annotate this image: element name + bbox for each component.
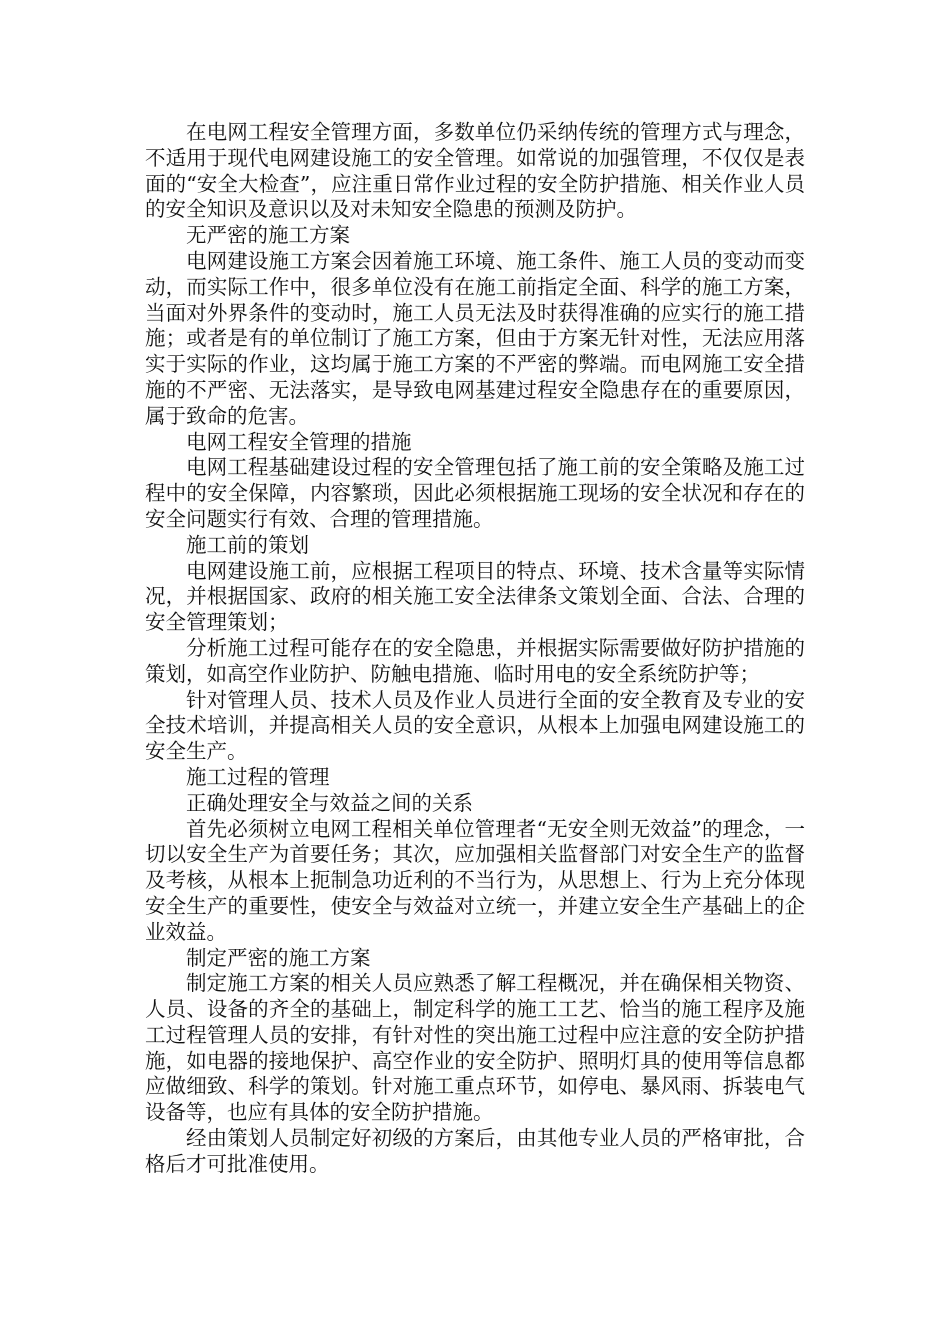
paragraph: 针对管理人员、技术人员及作业人员进行全面的安全教育及专业的安全技术培训，并提高相关人员的安全意识，从根本上加强电网建设施工的安全生产。: [145, 687, 805, 764]
section-heading: 施工前的策划: [186, 532, 309, 557]
section-heading: 无严密的施工方案: [186, 223, 350, 248]
section-heading: 电网工程安全管理的措施: [186, 429, 412, 454]
paragraph: 分析施工过程可能存在的安全隐患，并根据实际需要做好防护措施的策划，如高空作业防护、防触电措施、临时用电的安全系统防护等；: [145, 635, 805, 686]
paragraph-intro: 在电网工程安全管理方面，多数单位仍采纳传统的管理方式与理念，不适用于现代电网建设施工的安全管理。如常说的加强管理，不仅仅是表面的“安全大检查”，应注重日常作业过程的安全防护措施、相关作业人员的安全知识及意识以及对未知安全隐患的预测及防护。: [145, 120, 805, 222]
paragraph: 经由策划人员制定好初级的方案后，由其他专业人员的严格审批，合格后才可批准使用。: [145, 1126, 805, 1176]
paragraph: 电网建设施工方案会因着施工环境、施工条件、施工人员的变动而变动，而实际工作中，很多单位没有在施工前指定全面、科学的施工方案，当面对外界条件的变动时，施工人员无法及时获得准确的应实行的施工措施；或者是有的单位制订了施工方案，但由于方案无针对性，无法应用落实于实际的作业，这均属于施工方案的不严密的弊端。而电网施工安全措施的不严密、无法落实，是导致电网基建过程安全隐患存在的重要原因，属于致命的危害。: [145, 248, 805, 428]
subsection-heading: 制定严密的施工方案: [186, 945, 371, 970]
paragraph: 制定施工方案的相关人员应熟悉了解工程概况，并在确保相关物资、人员、设备的齐全的基础上，制定科学的施工工艺、恰当的施工程序及施工过程管理人员的安排，有针对性的突出施工过程中应注意的安全防护措施，如电器的接地保护、高空作业的安全防护、照明灯具的使用等信息都应做细致、科学的策划。针对施工重点环节，如停电、暴风雨、拆装电气设备等，也应有具体的安全防护措施。: [145, 971, 805, 1125]
paragraph: 电网工程基础建设过程的安全管理包括了施工前的安全策略及施工过程中的安全保障，内容繁琐，因此必须根据施工现场的安全状况和存在的安全问题实行有效、合理的管理措施。: [145, 455, 805, 531]
paragraph: 电网建设施工前，应根据工程项目的特点、环境、技术含量等实际情况，并根据国家、政府的相关施工安全法律条文策划全面、合法、合理的安全管理策划；: [145, 558, 805, 635]
subsection-heading: 正确处理安全与效益之间的关系: [186, 790, 473, 815]
document-body: [145, 120, 805, 1178]
section-heading: 施工过程的管理: [186, 764, 330, 789]
paragraph: 首先必须树立电网工程相关单位管理者“无安全则无效益”的理念，一切以安全生产为首要任务；其次，应加强相关监督部门对安全生产的监督及考核，从根本上扼制急功近利的不当行为，从思想上、行为上充分体现安全生产的重要性，使安全与效益对立统一，并建立安全生产基础上的企业效益。: [145, 816, 805, 944]
